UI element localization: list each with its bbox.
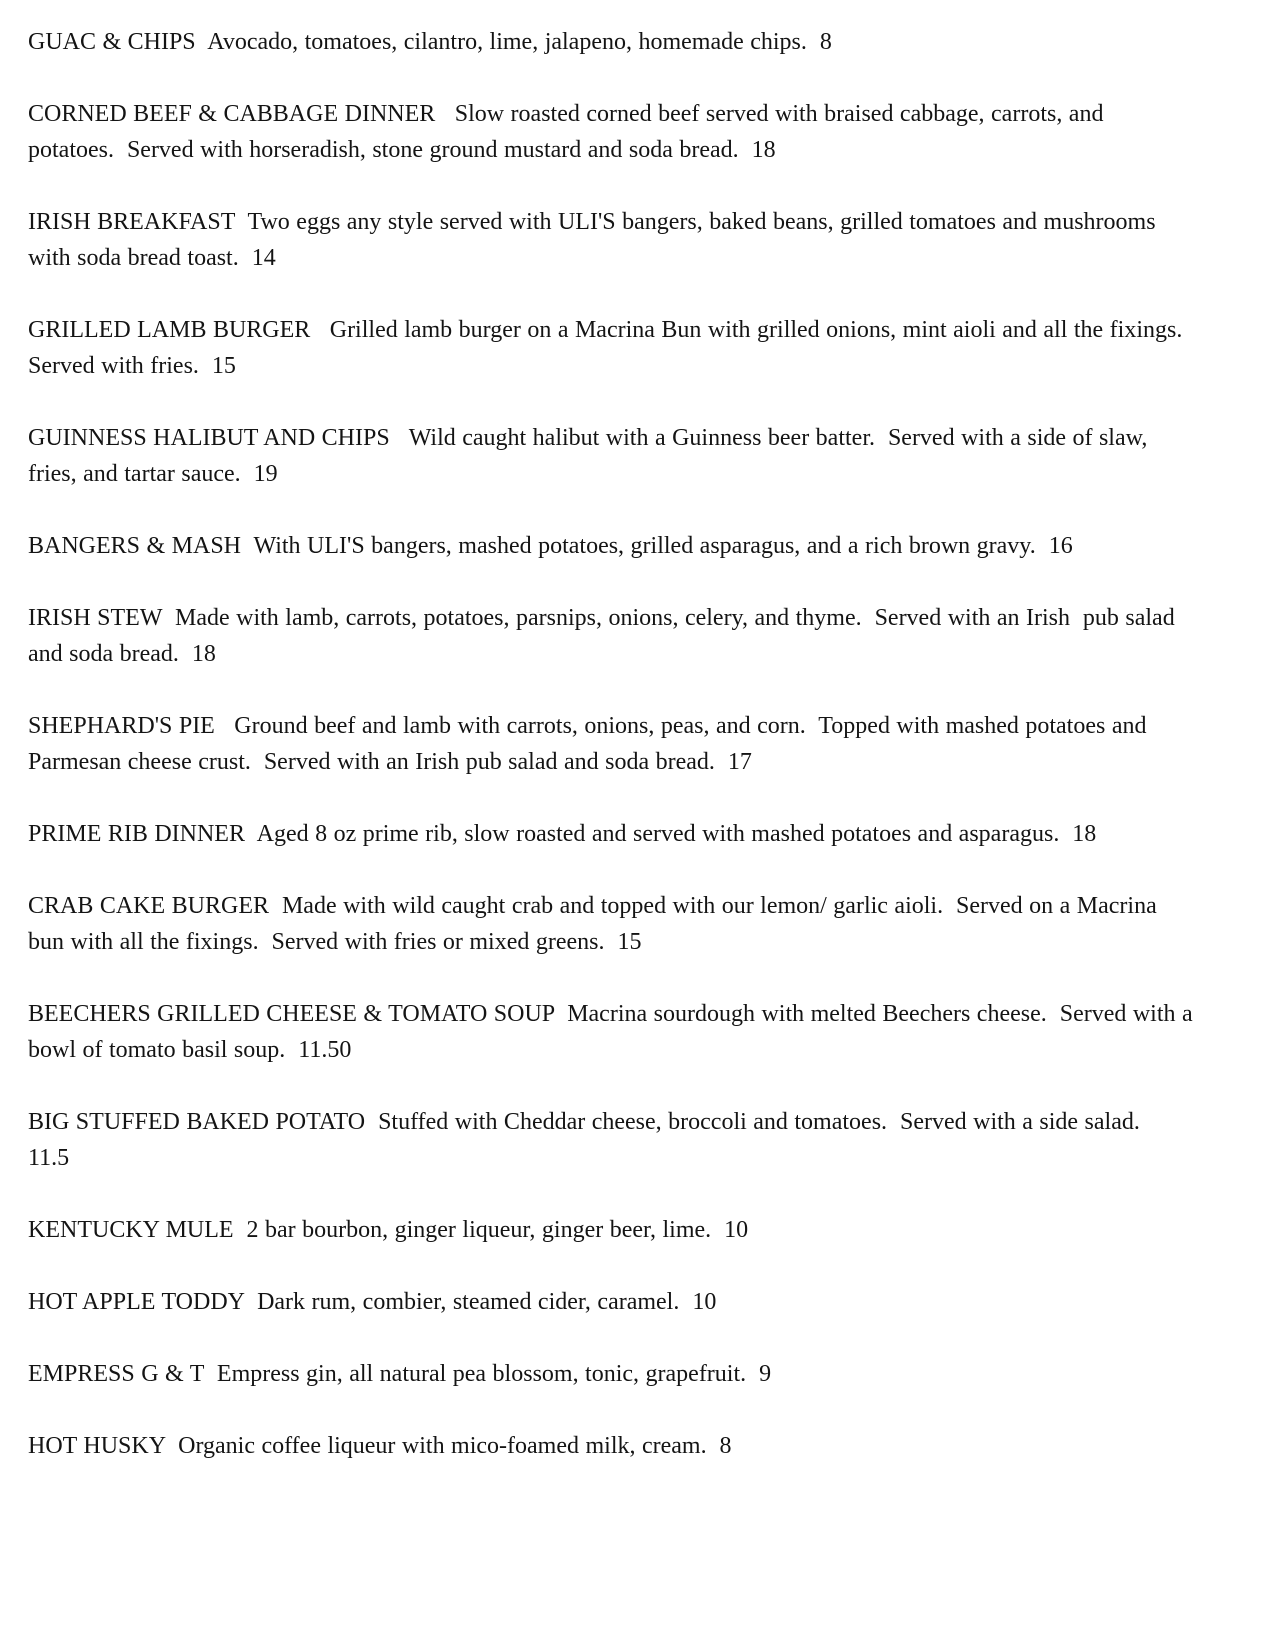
menu-item-description: Two eggs any style served with ULI'S bangers, baked beans, grilled tomatoes and mushrooms with soda bread toast. [28,209,1163,271]
menu-item-name: KENTUCKY MULE [28,1217,234,1243]
menu-item [28,1104,1193,1176]
menu-item [28,708,1193,780]
menu-item-description: Avocado, tomatoes, cilantro, lime, jalapeno, homemade chips. [195,29,807,55]
menu-item [28,996,1200,1068]
menu-item-price: 9 [746,1361,772,1387]
menu-item-price: 18 [178,641,216,667]
menu-item [28,816,1193,852]
menu-item-name: GUINNESS HALIBUT AND CHIPS [28,425,390,451]
menu-item [28,1212,1193,1248]
menu-item-name: GRILLED LAMB BURGER [28,317,311,343]
menu-item [28,1428,1193,1464]
menu-item-description: Macrina sourdough with melted Beechers cheese. Served with a bowl of tomato basil soup. [28,1001,1200,1063]
menu-item-description: Dark rum, combier, steamed cider, caramel. [244,1289,680,1315]
menu-item [28,204,1193,276]
menu-item-name: BEECHERS GRILLED CHEESE & TOMATO SOUP [28,1001,555,1027]
menu-item-name: HOT APPLE TODDY [28,1289,245,1315]
menu-item-price: 18 [1059,821,1097,847]
menu-item-description: Wild caught halibut with a Guinness beer batter. Served with a side of slaw, fries, and tartar sauce. [28,425,1154,487]
menu-item [28,1284,1193,1320]
menu-item-price: 14 [238,245,276,271]
menu-item-price: 15 [198,353,236,379]
menu-item-name: HOT HUSKY [28,1433,166,1459]
menu-item-price: 11.50 [285,1037,352,1063]
menu-item-name: IRISH BREAKFAST [28,209,235,235]
menu-item-description: Slow roasted corned beef served with braised cabbage, carrots, and potatoes. Served with horseradish, stone ground mustard and soda bread. [28,101,1110,163]
menu-item-description: 2 bar bourbon, ginger liqueur, ginger beer, lime. [233,1217,712,1243]
menu-item-description: Stuffed with Cheddar cheese, broccoli and tomatoes. Served with a side salad. [365,1109,1140,1135]
menu-item-name: PRIME RIB DINNER [28,821,245,847]
menu-item-price: 19 [240,461,278,487]
menu-item-description: Aged 8 oz prime rib, slow roasted and served with mashed potatoes and asparagus. [244,821,1060,847]
menu-item-price: 15 [604,929,642,955]
menu-item-name: GUAC & CHIPS [28,29,196,55]
menu-item-name: IRISH STEW [28,605,163,631]
menu-item-price: 16 [1035,533,1073,559]
menu-item-description: Grilled lamb burger on a Macrina Bun with grilled onions, mint aioli and all the fixings. Served with fries. [28,317,1196,379]
menu-item-name: BANGERS & MASH [28,533,241,559]
menu-item-price: 18 [738,137,776,163]
menu-item-price: 10 [679,1289,717,1315]
menu-item-price: 8 [806,29,832,55]
menu-item-name: SHEPHARD'S PIE [28,713,215,739]
menu-item-price: 8 [706,1433,732,1459]
menu-item-price: 10 [711,1217,749,1243]
menu-item-description: Organic coffee liqueur with mico-foamed milk, cream. [165,1433,707,1459]
menu-item [28,24,1193,60]
menu-item [28,888,1193,960]
menu-item [28,96,1193,168]
menu-item-description: Ground beef and lamb with carrots, onions, peas, and corn. Topped with mashed potatoes and Parmesan cheese crust. Served with an Irish pub salad and soda bread. [28,713,1153,775]
menu-item-name: CRAB CAKE BURGER [28,893,269,919]
menu-item [28,600,1193,672]
menu-item [28,312,1196,384]
menu-item [28,420,1193,492]
menu-item-price: 17 [714,749,752,775]
menu-item-price: 11.5 [28,1109,1153,1171]
menu-item [28,1356,1193,1392]
menu-item-description: With ULI'S bangers, mashed potatoes, grilled asparagus, and a rich brown gravy. [241,533,1036,559]
menu-item-description: Made with wild caught crab and topped with our lemon/ garlic aioli. Served on a Macrina bun with all the fixings. Served with fries or mixed greens. [28,893,1164,955]
menu-item-name: EMPRESS G & T [28,1361,204,1387]
menu-item [28,528,1193,564]
menu-item-description: Made with lamb, carrots, potatoes, parsnips, onions, celery, and thyme. Served with an Irish pub salad and soda bread. [28,605,1182,667]
menu-item-name: CORNED BEEF & CABBAGE DINNER [28,101,436,127]
menu-item-description: Empress gin, all natural pea blossom, tonic, grapefruit. [203,1361,747,1387]
menu-item-name: BIG STUFFED BAKED POTATO [28,1109,366,1135]
menu-list [28,24,1200,1464]
